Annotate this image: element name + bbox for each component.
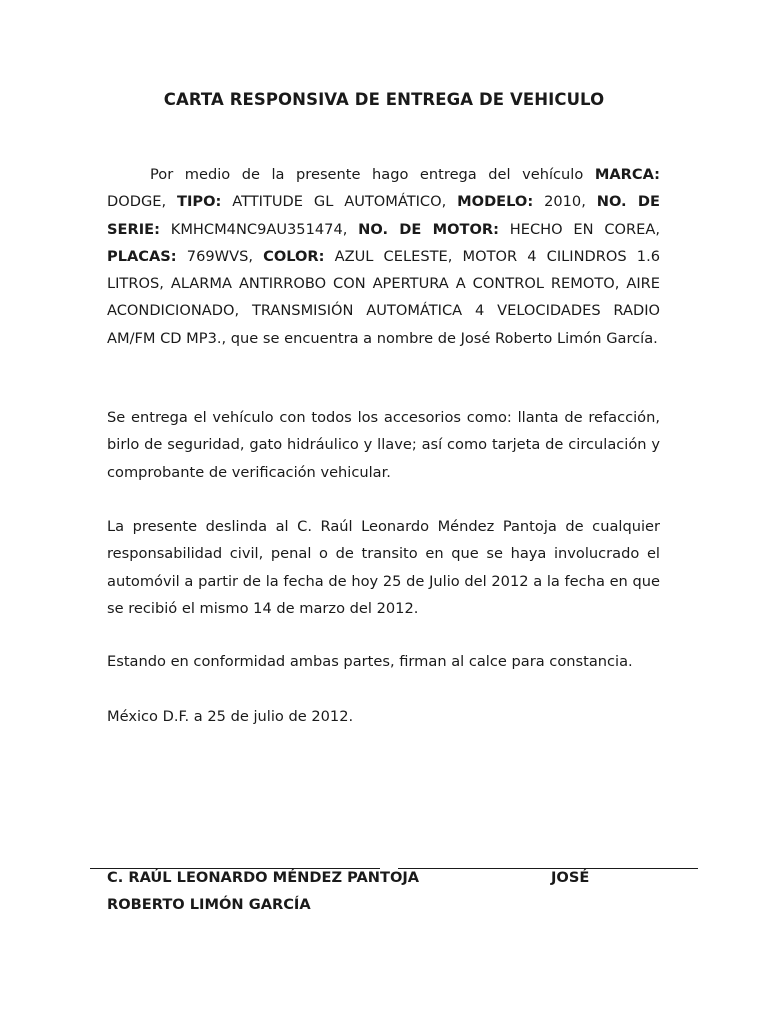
label-serie: NO. DE SERIE: <box>107 193 660 238</box>
value-placas: 769WVS, <box>176 247 264 265</box>
accessories-paragraph: Se entrega el vehículo con todos los accesorios como: llanta de refacción, birlo de seguridad, gato hidráulico y llave; así como tarjeta de circulación y comprobante de verificación vehicular. <box>107 409 660 481</box>
value-tipo: ATTITUDE GL AUTOMÁTICO, <box>221 193 458 211</box>
label-motor: NO. DE MOTOR: <box>358 220 499 238</box>
label-placas: PLACAS: <box>107 247 177 265</box>
label-tipo: TIPO: <box>177 193 222 211</box>
value-color: AZUL CELESTE, MOTOR 4 CILINDROS 1.6 LITROS, ALARMA ANTIRROBO CON APERTURA A CONTROL REMOTO, AIRE ACONDICIONADO, TRANSMISIÓN AUTOMÁTICA 4 VELOCIDADES RADIO AM/FM CD MP3., que se encuentra a nombre de José Roberto Limón García. <box>107 247 660 347</box>
place-date: México D.F. a 25 de julio de 2012. <box>107 708 354 725</box>
value-motor: HECHO EN COREA, <box>498 220 661 238</box>
liability-paragraph: La presente deslinda al C. Raúl Leonardo Méndez Pantoja de cualquier responsabilidad civil, penal o de transito en que se haya involucrado el automóvil a partir de la fecha de hoy 25 de Julio del 2012 a la fecha en que se recibió el mismo 14 de marzo del 2012. <box>107 518 660 617</box>
label-modelo: MODELO: <box>457 193 534 211</box>
value-serie: KMHCM4NC9AU351474, <box>159 220 359 238</box>
value-modelo: 2010, <box>533 193 597 211</box>
intro-text: Por medio de la presente hago entrega del vehículo <box>150 166 595 183</box>
document-title: CARTA RESPONSIVA DE ENTREGA DE VEHICULO <box>163 90 605 109</box>
signature-name-right-continued: ROBERTO LIMÓN GARCÍA <box>107 896 311 913</box>
signature-name-left: C. RAÚL LEONARDO MÉNDEZ PANTOJA <box>107 869 420 886</box>
label-marca: MARCA: <box>594 166 660 183</box>
value-marca: DODGE, <box>107 193 178 211</box>
signature-name-right-part: JOSÉ <box>551 869 590 886</box>
vehicle-description-paragraph <box>107 161 660 352</box>
label-color: COLOR: <box>263 247 325 265</box>
agreement-paragraph: Estando en conformidad ambas partes, firman al calce para constancia. <box>107 653 633 670</box>
signature-line-right <box>398 868 698 869</box>
